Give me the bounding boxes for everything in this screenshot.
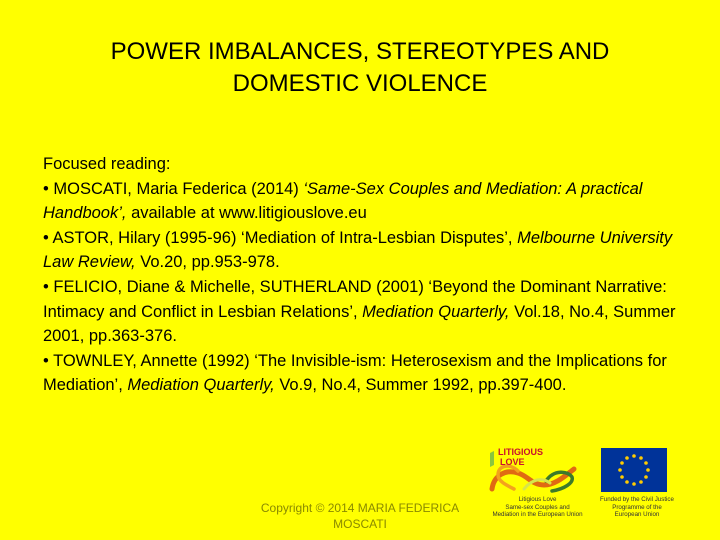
love-text: LOVE — [500, 457, 525, 467]
reference-text: • ASTOR, Hilary (1995-96) ‘Mediation of Intra-Lesbian Disputes’, — [43, 228, 518, 247]
reference-text: Vol.18, No.4, Summer 2001, pp.363-376. — [43, 302, 676, 346]
reading-intro: Focused reading: — [43, 155, 171, 173]
caption-line: Same-sex Couples and — [505, 503, 570, 511]
litigious-love-emblem — [488, 445, 578, 493]
reference-journal: Melbourne University Law Review, — [43, 228, 673, 272]
slide-title — [40, 36, 680, 100]
litigious-text: LITIGIOUS — [498, 447, 543, 457]
caption-line: Litigious Love — [518, 496, 557, 503]
copyright-line-2: MOSCATI — [333, 517, 387, 531]
copyright-notice — [258, 500, 462, 532]
eu-stars-icon — [601, 448, 667, 492]
reference-text: Vo.20, pp.953-978. — [135, 253, 280, 272]
eu-flag-icon — [601, 448, 667, 492]
reference-title: ‘Same-Sex Couples and Mediation: A practical Handbook’, — [43, 179, 643, 223]
reference-text: Vo.9, No.4, Summer 1992, pp.397-400. — [274, 376, 567, 395]
eu-funding-caption — [592, 496, 682, 519]
title-line-2: DOMESTIC VIOLENCE — [232, 70, 488, 97]
eu-funding-logo — [598, 448, 678, 519]
reference-journal: Mediation Quarterly, — [127, 376, 275, 395]
reference-journal: Mediation Quarterly, — [362, 302, 510, 321]
reference-item — [43, 226, 683, 275]
caption-line: Funded by the Civil Justice — [600, 496, 674, 503]
reference-item — [43, 349, 683, 398]
copyright-line-1: Copyright © 2014 MARIA FEDERICA — [260, 501, 460, 515]
litigious-love-logo — [485, 445, 590, 519]
caption-line: Mediation in the European Union — [492, 511, 583, 518]
title-line-1: POWER IMBALANCES, STEREOTYPES AND — [110, 38, 610, 65]
reference-item — [43, 275, 683, 349]
caption-line: Programme of the — [612, 503, 662, 511]
reference-text: • MOSCATI, Maria Federica (2014) — [43, 179, 304, 198]
reference-item — [43, 177, 683, 226]
reference-text: available at www.litigiouslove.eu — [126, 204, 367, 223]
reading-list — [43, 152, 683, 398]
reference-text: • FELICIO, Diane & Michelle, SUTHERLAND (2001) ‘Beyond the Dominant Narrative: Intimacy and Conflict in Lesbian Relations’, — [43, 277, 667, 321]
caption-line: European Union — [614, 511, 660, 518]
litigious-love-caption — [485, 496, 590, 519]
reference-text: • TOWNLEY, Annette (1992) ‘The Invisible-ism: Heterosexism and the Implications for Mediation’, — [43, 351, 667, 395]
